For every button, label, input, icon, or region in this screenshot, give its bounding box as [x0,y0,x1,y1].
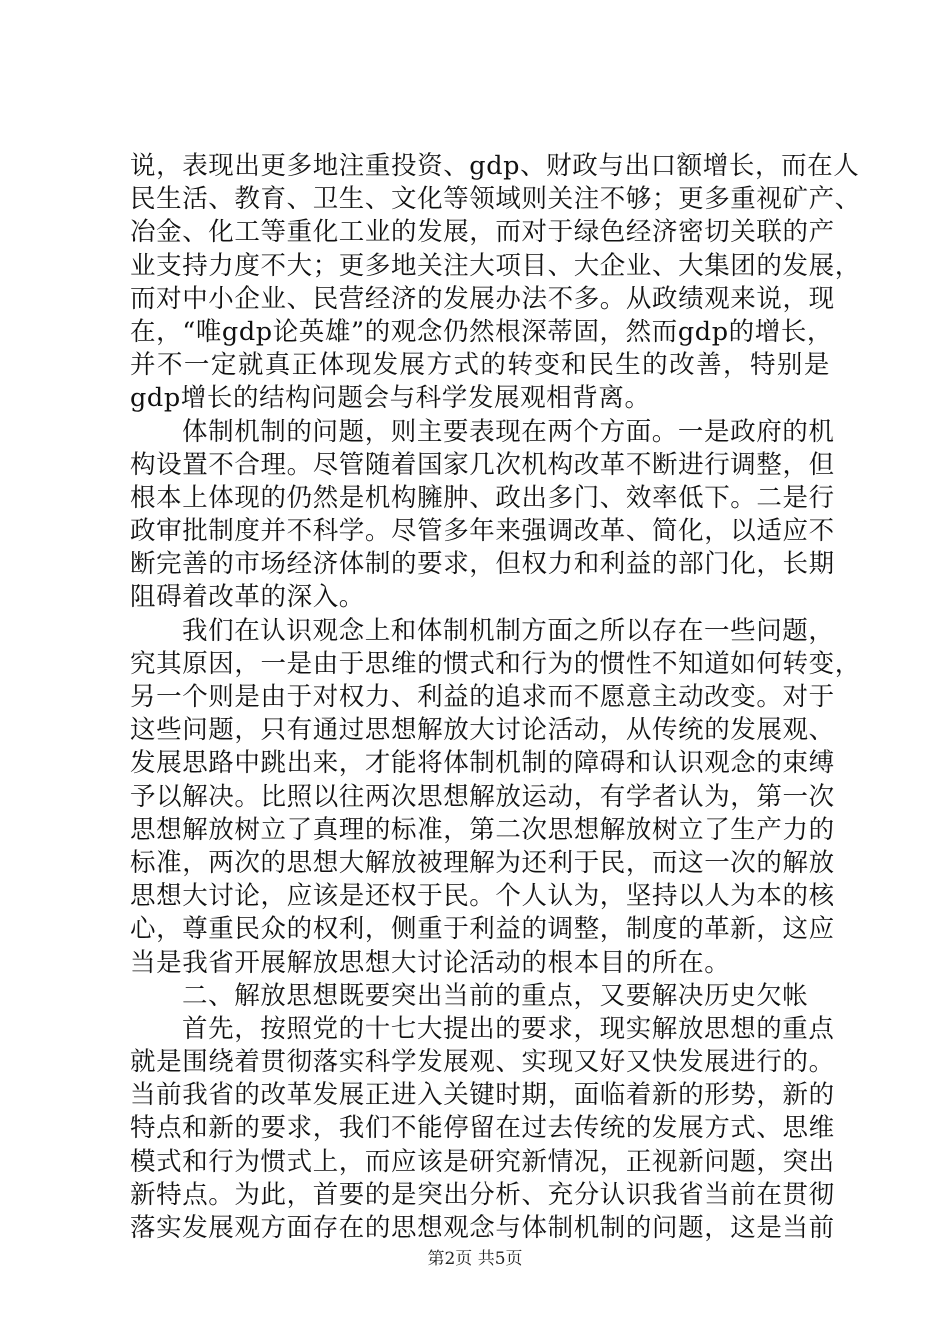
text-line: 民生活、教育、卫生、文化等领域则关注不够；更多重视矿产、 [130,184,861,215]
text-line: 另一个则是由于对权力、利益的追求而不愿意主动改变。对于 [130,682,835,712]
paragraph-start: 首先，按照党的十七大提出的要求，现实解放思想的重点 [182,1013,835,1044]
text-line: 特点和新的要求，我们不能停留在过去传统的发展方式、思维 [130,1113,835,1144]
text-line: 当是我省开展解放思想大讨论活动的根本目的所在。 [130,947,731,978]
text-line: 就是围绕着贯彻落实科学发展观、实现又好又快发展进行的。 [130,1047,835,1078]
text-line: 模式和行为惯式上，而应该是研究新情况，正视新问题，突出 [130,1146,835,1177]
text-line: 根本上体现的仍然是机构臃肿、政出多门、效率低下。二是行 [130,482,835,513]
text-line: 思想解放树立了真理的标准，第二次思想解放树立了生产力的 [130,814,835,845]
text-line: 阻碍着改革的深入。 [130,582,365,613]
text-line: 说，表现出更多地注重投资、gdp、财政与出口额增长，而在人 [130,151,860,181]
text-line: 标准，两次的思想大解放被理解为还利于民，而这一次的解放 [130,847,835,878]
text-line: 当前我省的改革发展正进入关键时期，面临着新的形势，新的 [130,1080,835,1111]
text-line: 予以解决。比照以往两次思想解放运动，有学者认为，第一次 [130,781,835,812]
text-line: 业支持力度不大；更多地关注大项目、大企业、大集团的发展， [130,250,861,281]
page-number-footer: 第2页 共5页 [427,1249,523,1269]
text-line: 心，尊重民众的权利，侧重于利益的调整，制度的革新，这应 [130,914,835,945]
text-line: 新特点。为此，首要的是突出分析、充分认识我省当前在贯彻 [130,1179,835,1210]
text-line: 断完善的市场经济体制的要求，但权力和利益的部门化，长期 [130,549,835,580]
text-line: gdp增长的结构问题会与科学发展观相背离。 [130,383,651,414]
paragraph-start: 我们在认识观念上和体制机制方面之所以存在一些问题， [182,615,835,646]
text-line: 政审批制度并不科学。尽管多年来强调改革、简化，以适应不 [130,516,835,547]
text-line: 落实发展观方面存在的思想观念与体制机制的问题，这是当前 [130,1213,835,1243]
section-heading: 二、解放思想既要突出当前的重点，又要解决历史欠帐 [182,980,809,1011]
text-line: 构设置不合理。尽管随着国家几次机构改革不断进行调整，但 [130,449,835,480]
text-line: 在，“唯gdp论英雄”的观念仍然根深蒂固，然而gdp的增长， [130,316,834,347]
text-line: 这些问题，只有通过思想解放大讨论活动，从传统的发展观、 [130,715,835,746]
text-line: 发展思路中跳出来，才能将体制机制的障碍和认识观念的束缚 [130,748,835,779]
body-text [130,150,861,1245]
text-line: 究其原因，一是由于思维的惯式和行为的惯性不知道如何转变， [130,648,861,679]
text-line: 冶金、化工等重化工业的发展，而对于绿色经济密切关联的产 [130,217,835,248]
paragraph-start: 体制机制的问题，则主要表现在两个方面。一是政府的机 [182,416,835,447]
text-line: 思想大讨论，应该是还权于民。个人认为，坚持以人为本的核 [130,881,835,912]
text-line: 并不一定就真正体现发展方式的转变和民生的改善，特别是 [130,350,830,381]
text-line: 而对中小企业、民营经济的发展办法不多。从政绩观来说，现 [130,283,835,314]
